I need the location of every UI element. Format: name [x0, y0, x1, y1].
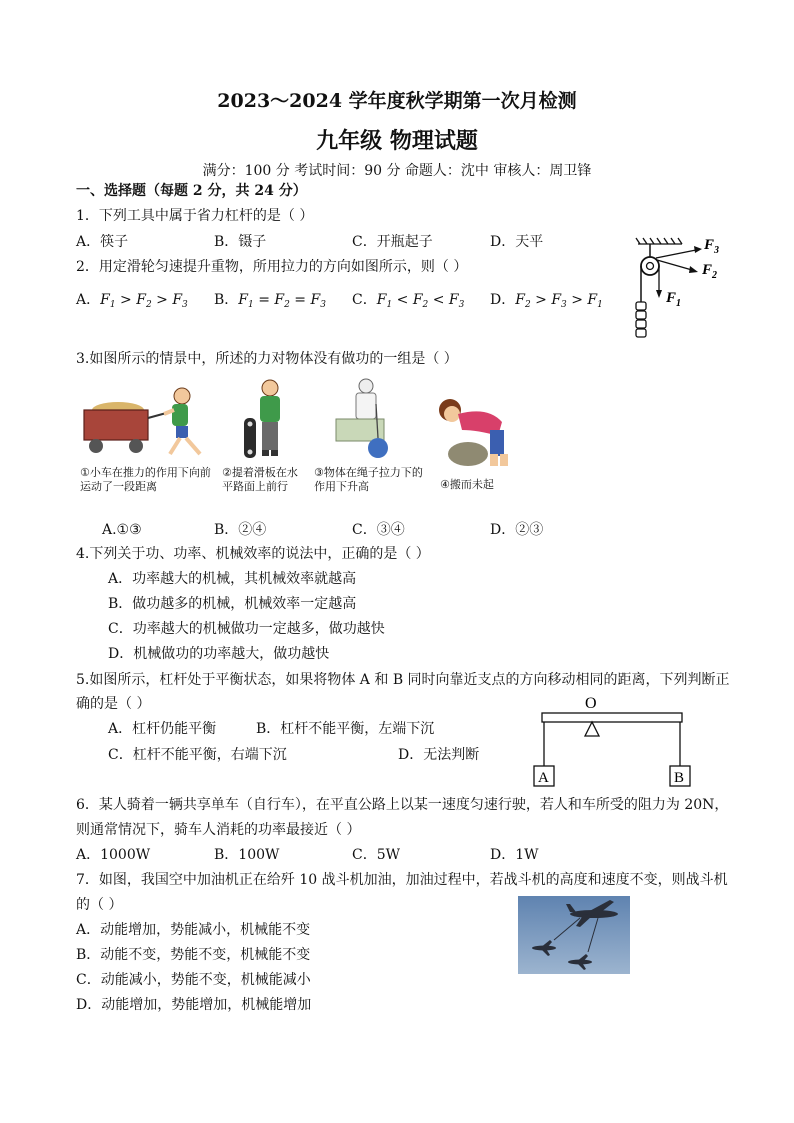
q2-option-c[interactable]: [352, 290, 464, 315]
ceiling-hatch: [636, 238, 682, 244]
arrow-f1: [656, 290, 662, 298]
relation: =: [289, 292, 311, 308]
fulcrum: [585, 722, 599, 736]
force-symbol: F: [310, 292, 321, 308]
subscript: 1: [248, 300, 254, 310]
q5-option-c[interactable]: C．杠杆不能平衡，右端下沉: [108, 747, 287, 763]
person-head: [359, 379, 373, 393]
q1-option-d[interactable]: D．天平: [490, 234, 544, 250]
option-letter: B．: [214, 292, 239, 308]
aerial-refuel-photo: [518, 896, 630, 974]
subscript: 3: [458, 300, 465, 310]
rope-lift-illustration: [328, 376, 408, 468]
q6-option-a[interactable]: A．1000W: [76, 847, 151, 863]
hanging-weights: [636, 302, 646, 337]
person-face: [444, 406, 460, 422]
person-shirt: [260, 396, 280, 422]
q3-caption-2: ②提着滑板在水平路面上前行: [222, 466, 298, 493]
q2-option-b[interactable]: [214, 290, 326, 315]
q7-option-a[interactable]: A．动能增加，势能减小，机械能不变: [76, 922, 311, 938]
option-letter: A．: [76, 292, 101, 308]
rope-f3: [656, 250, 696, 258]
person-leg: [500, 454, 508, 466]
subscript: 1: [597, 300, 603, 310]
person-leg: [490, 454, 498, 466]
skateboard-wheel: [248, 450, 253, 455]
person-head: [262, 380, 278, 396]
subscript: 2: [524, 300, 531, 310]
person-trousers: [262, 422, 278, 450]
q1-option-c[interactable]: C．开瓶起子: [352, 234, 433, 250]
force-symbol: F: [172, 292, 183, 308]
relation: <: [392, 292, 413, 308]
person-leg: [170, 438, 180, 454]
q4-option-a[interactable]: A．功率越大的机械，其机械效率就越高: [108, 571, 357, 587]
option-letter: D．: [490, 292, 516, 308]
force-symbol: F: [448, 292, 459, 308]
subscript: 1: [109, 300, 116, 310]
q3-option-d[interactable]: D．②③: [490, 522, 544, 538]
q4-stem: 4.下列关于功、功率、机械效率的说法中，正确的是（ ）: [76, 546, 430, 562]
q6-option-d[interactable]: D．1W: [490, 847, 539, 863]
force-symbol: F: [238, 292, 249, 308]
skateboard-wheel: [248, 422, 253, 427]
q5-stem-line1: 5.如图所示，杠杆处于平衡状态，如果将物体 A 和 B 同时向靠近支点的方向移动相同的距离，下列判断正: [76, 672, 730, 688]
force-symbol: F: [515, 292, 525, 308]
lever-bar: [542, 713, 682, 722]
person-leg: [186, 438, 200, 454]
relation: >: [566, 292, 588, 308]
q5-option-a[interactable]: A．杠杆仍能平衡: [108, 721, 217, 737]
q6-stem-line2: 则通常情况下，骑车人消耗的功率最接近（ ）: [76, 822, 361, 838]
force-symbol: F: [551, 292, 562, 308]
force-symbol: F: [587, 292, 598, 308]
relation: >: [151, 292, 173, 308]
q1-stem: 1．下列工具中属于省力杠杆的是（ ）: [76, 208, 314, 224]
q6-stem-line1: 6．某人骑着一辆共享单车（自行车），在平直公路上以某一速度匀速行驶，若人和车所受的阻力为 20N，: [76, 797, 729, 813]
q7-stem-line2: 的（ ）: [76, 897, 123, 913]
q3-caption-1: ①小车在推力的作用下向前运动了一段距离: [80, 466, 211, 493]
force-symbol: F: [376, 292, 387, 308]
label-f2: $F_2$: [702, 262, 718, 281]
label-f3: $F_3$: [704, 237, 720, 256]
relation: <: [428, 292, 449, 308]
girl-lifting-illustration: [428, 396, 524, 470]
section-heading: 一、选择题（每题 2 分，共 24 分）: [76, 183, 307, 199]
q7-option-c[interactable]: C．动能减小，势能不变，机械能减小: [76, 972, 311, 988]
option-letter: C．: [352, 292, 377, 308]
q4-option-d[interactable]: D．机械做功的功率越大，做功越快: [108, 646, 330, 662]
arrow-f3: [694, 246, 702, 253]
q2-option-a[interactable]: [76, 290, 188, 315]
q1-option-a[interactable]: A．筷子: [76, 234, 129, 250]
person-shirt: [172, 404, 188, 426]
q7-option-d[interactable]: D．动能增加，势能增加，机械能增加: [76, 997, 312, 1013]
q3-caption-3: ③物体在绳子拉力下的作用下升高: [314, 466, 423, 493]
cart-push-illustration: [78, 380, 218, 462]
exam-meta: 满分：100 分 考试时间：90 分 命题人：沈中 审核人：周卫锋: [202, 163, 592, 179]
skateboard-illustration: [240, 378, 296, 466]
q2-stem: 2．用定滑轮匀速提升重物，所用拉力的方向如图所示，则（ ）: [76, 259, 468, 275]
subscript: 3: [320, 300, 326, 310]
cart-wheel: [89, 439, 103, 453]
subscript: 2: [145, 300, 152, 310]
pivot-label: O: [585, 695, 597, 712]
q3-option-c[interactable]: C．③④: [352, 522, 405, 538]
rope-f2: [657, 260, 692, 270]
lifted-bag: [368, 438, 388, 458]
subscript: 2: [284, 300, 290, 310]
pulley-hub: [647, 263, 654, 270]
force-symbol: F: [100, 292, 110, 308]
subscript: 1: [386, 300, 393, 310]
q3-option-a[interactable]: A.①③: [102, 522, 142, 538]
q3-option-b[interactable]: B．②④: [214, 522, 267, 538]
person-shorts: [490, 430, 504, 456]
q6-option-b[interactable]: B．100W: [214, 847, 280, 863]
heavy-sack: [448, 442, 488, 466]
q3-caption-4: ④搬而未起: [440, 478, 494, 491]
subscript: 3: [561, 300, 567, 310]
force-symbol: F: [136, 292, 146, 308]
exam-subtitle: 九年级 物理试题: [316, 128, 478, 154]
q4-option-b[interactable]: B．做功越多的机械，机械效率一定越高: [108, 596, 357, 612]
force-symbol: F: [274, 292, 285, 308]
force-symbol: F: [412, 292, 423, 308]
pulley-figure: [626, 236, 726, 340]
exam-title: 2023～2024 学年度秋学期第一次月检测: [217, 90, 577, 112]
weight-b-label: B: [674, 770, 685, 786]
q2-option-d[interactable]: [490, 290, 603, 315]
subscript: 3: [182, 300, 188, 310]
relation: >: [115, 292, 137, 308]
cart-wheel: [129, 439, 143, 453]
q4-option-c[interactable]: C．功率越大的机械做功一定越多，做功越快: [108, 621, 385, 637]
label-f1: $F_1$: [666, 290, 682, 309]
person-shorts: [176, 426, 188, 438]
person-head: [174, 388, 190, 404]
q7-option-b[interactable]: B．动能不变，势能不变，机械能不变: [76, 947, 311, 963]
relation: =: [253, 292, 275, 308]
lever-figure: [530, 692, 700, 788]
q5-stem-line2: 确的是（ ）: [76, 696, 151, 712]
person-coat: [356, 393, 376, 419]
q7-stem-line1: 7．如图，我国空中加油机正在给歼 10 战斗机加油，加油过程中，若战斗机的高度和速度不变，则战斗机: [76, 872, 728, 888]
q5-option-d[interactable]: D．无法判断: [398, 747, 480, 763]
q5-option-b[interactable]: B．杠杆不能平衡，左端下沉: [256, 721, 435, 737]
subscript: 2: [422, 300, 429, 310]
q1-option-b[interactable]: B．镊子: [214, 234, 267, 250]
person-shoe: [271, 450, 278, 456]
q3-stem: 3.如图所示的情景中，所述的力对物体没有做功的一组是（ ）: [76, 351, 458, 367]
person-shoe: [262, 450, 269, 456]
cart-body: [84, 410, 148, 440]
weight-a-label: A: [538, 770, 549, 786]
relation: >: [530, 292, 552, 308]
arrow-f2: [689, 266, 698, 273]
q6-option-c[interactable]: C．5W: [352, 847, 401, 863]
